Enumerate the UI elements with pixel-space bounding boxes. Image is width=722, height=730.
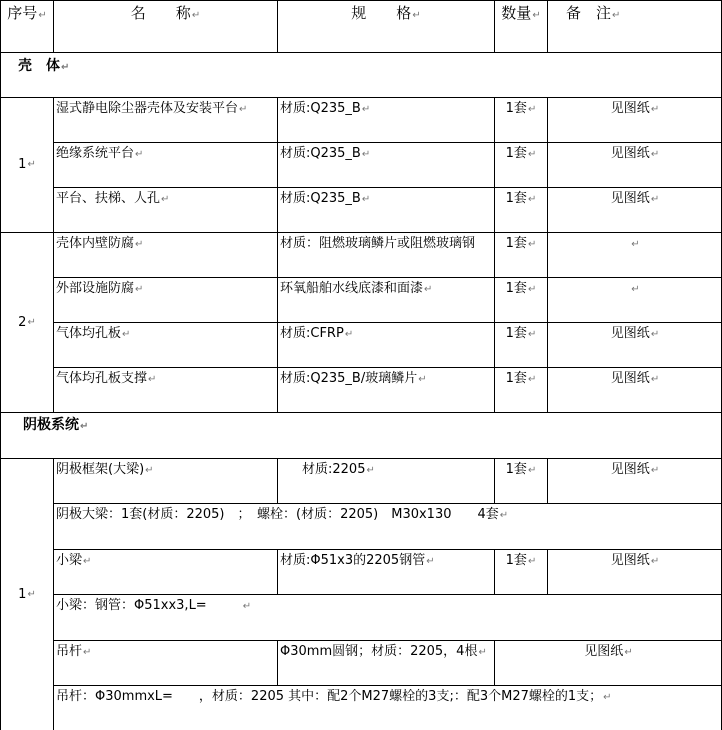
row-qty: 1套↵ [494, 458, 547, 503]
row-qty: 1套↵ [494, 97, 547, 142]
row-spec: 材质:CFRP↵ [277, 322, 494, 367]
row-qty: 1套↵ [494, 277, 547, 322]
header-name: 名 称↵ [53, 0, 277, 52]
row-qty: 1套↵ [494, 187, 547, 232]
row-spec: 材质:Q235_B↵ [277, 142, 494, 187]
row-spec: 环氧船舶水线底漆和面漆↵ [277, 277, 494, 322]
row-qty: 1套↵ [494, 549, 547, 594]
row-spec: 材质:Q235_B↵ [277, 187, 494, 232]
row-name: 小梁↵ [53, 549, 277, 594]
header-no: 序号↵ [0, 0, 53, 52]
header-remark: 备 注↵ [547, 0, 722, 52]
section-shell-title: 壳 体↵ [0, 52, 722, 97]
row-note: 小梁：钢管：Φ51xx3,L= ↵ [53, 594, 722, 640]
row-name: 绝缘系统平台↵ [53, 142, 277, 187]
row-qty: 1套↵ [494, 322, 547, 367]
row-note: 吊杆：Φ30mmxL= ，材质：2205 其中：配2个M27螺栓的3支;：配3个M27螺栓的1支；↵ [53, 685, 722, 730]
row-spec: 材质:Q235_B/玻璃鳞片↵ [277, 367, 494, 412]
row-remark: 见图纸↵ [547, 458, 722, 503]
row-remark: 见图纸↵ [547, 549, 722, 594]
row-spec: 材质:Φ51x3的2205钢管↵ [277, 549, 494, 594]
header-spec: 规 格↵ [277, 0, 494, 52]
row-remark: 见图纸↵ [547, 142, 722, 187]
group-number-2: 2 ↵ [0, 232, 53, 412]
row-remark: 见图纸↵ [547, 187, 722, 232]
row-name: 湿式静电除尘器壳体及安装平台↵ [53, 97, 277, 142]
row-remark: 见图纸↵ [494, 640, 722, 685]
group-number-1: 1 ↵ [0, 97, 53, 232]
row-spec: Φ30mm圆钢；材质：2205，4根↵ [277, 640, 494, 685]
row-name: 壳体内壁防腐↵ [53, 232, 277, 277]
row-remark: 见图纸↵ [547, 97, 722, 142]
row-remark: 见图纸↵ [547, 367, 722, 412]
row-remark: ↵ [547, 232, 722, 277]
group-number-3: 1 ↵ [0, 458, 53, 730]
header-qty: 数量↵ [494, 0, 547, 52]
row-name: 吊杆↵ [53, 640, 277, 685]
section-cathode-title: 阴极系统↵ [0, 412, 722, 458]
row-name: 阴极框架(大梁)↵ [53, 458, 277, 503]
row-remark: ↵ [547, 277, 722, 322]
row-spec: 材质:Q235_B↵ [277, 97, 494, 142]
row-name: 气体均孔板支撑↵ [53, 367, 277, 412]
row-name: 气体均孔板↵ [53, 322, 277, 367]
row-spec: 材质：阻燃玻璃鳞片或阻燃玻璃钢 [277, 232, 494, 277]
row-remark: 见图纸↵ [547, 322, 722, 367]
row-spec: 材质:2205↵ [277, 458, 494, 503]
row-note: 阴极大梁：1套(材质：2205) ； 螺栓：(材质：2205) M30x130 4套↵ [53, 503, 722, 549]
row-qty: 1套↵ [494, 367, 547, 412]
row-qty: 1套↵ [494, 142, 547, 187]
row-name: 平台、扶梯、人孔↵ [53, 187, 277, 232]
row-name: 外部设施防腐↵ [53, 277, 277, 322]
row-qty: 1套↵ [494, 232, 547, 277]
